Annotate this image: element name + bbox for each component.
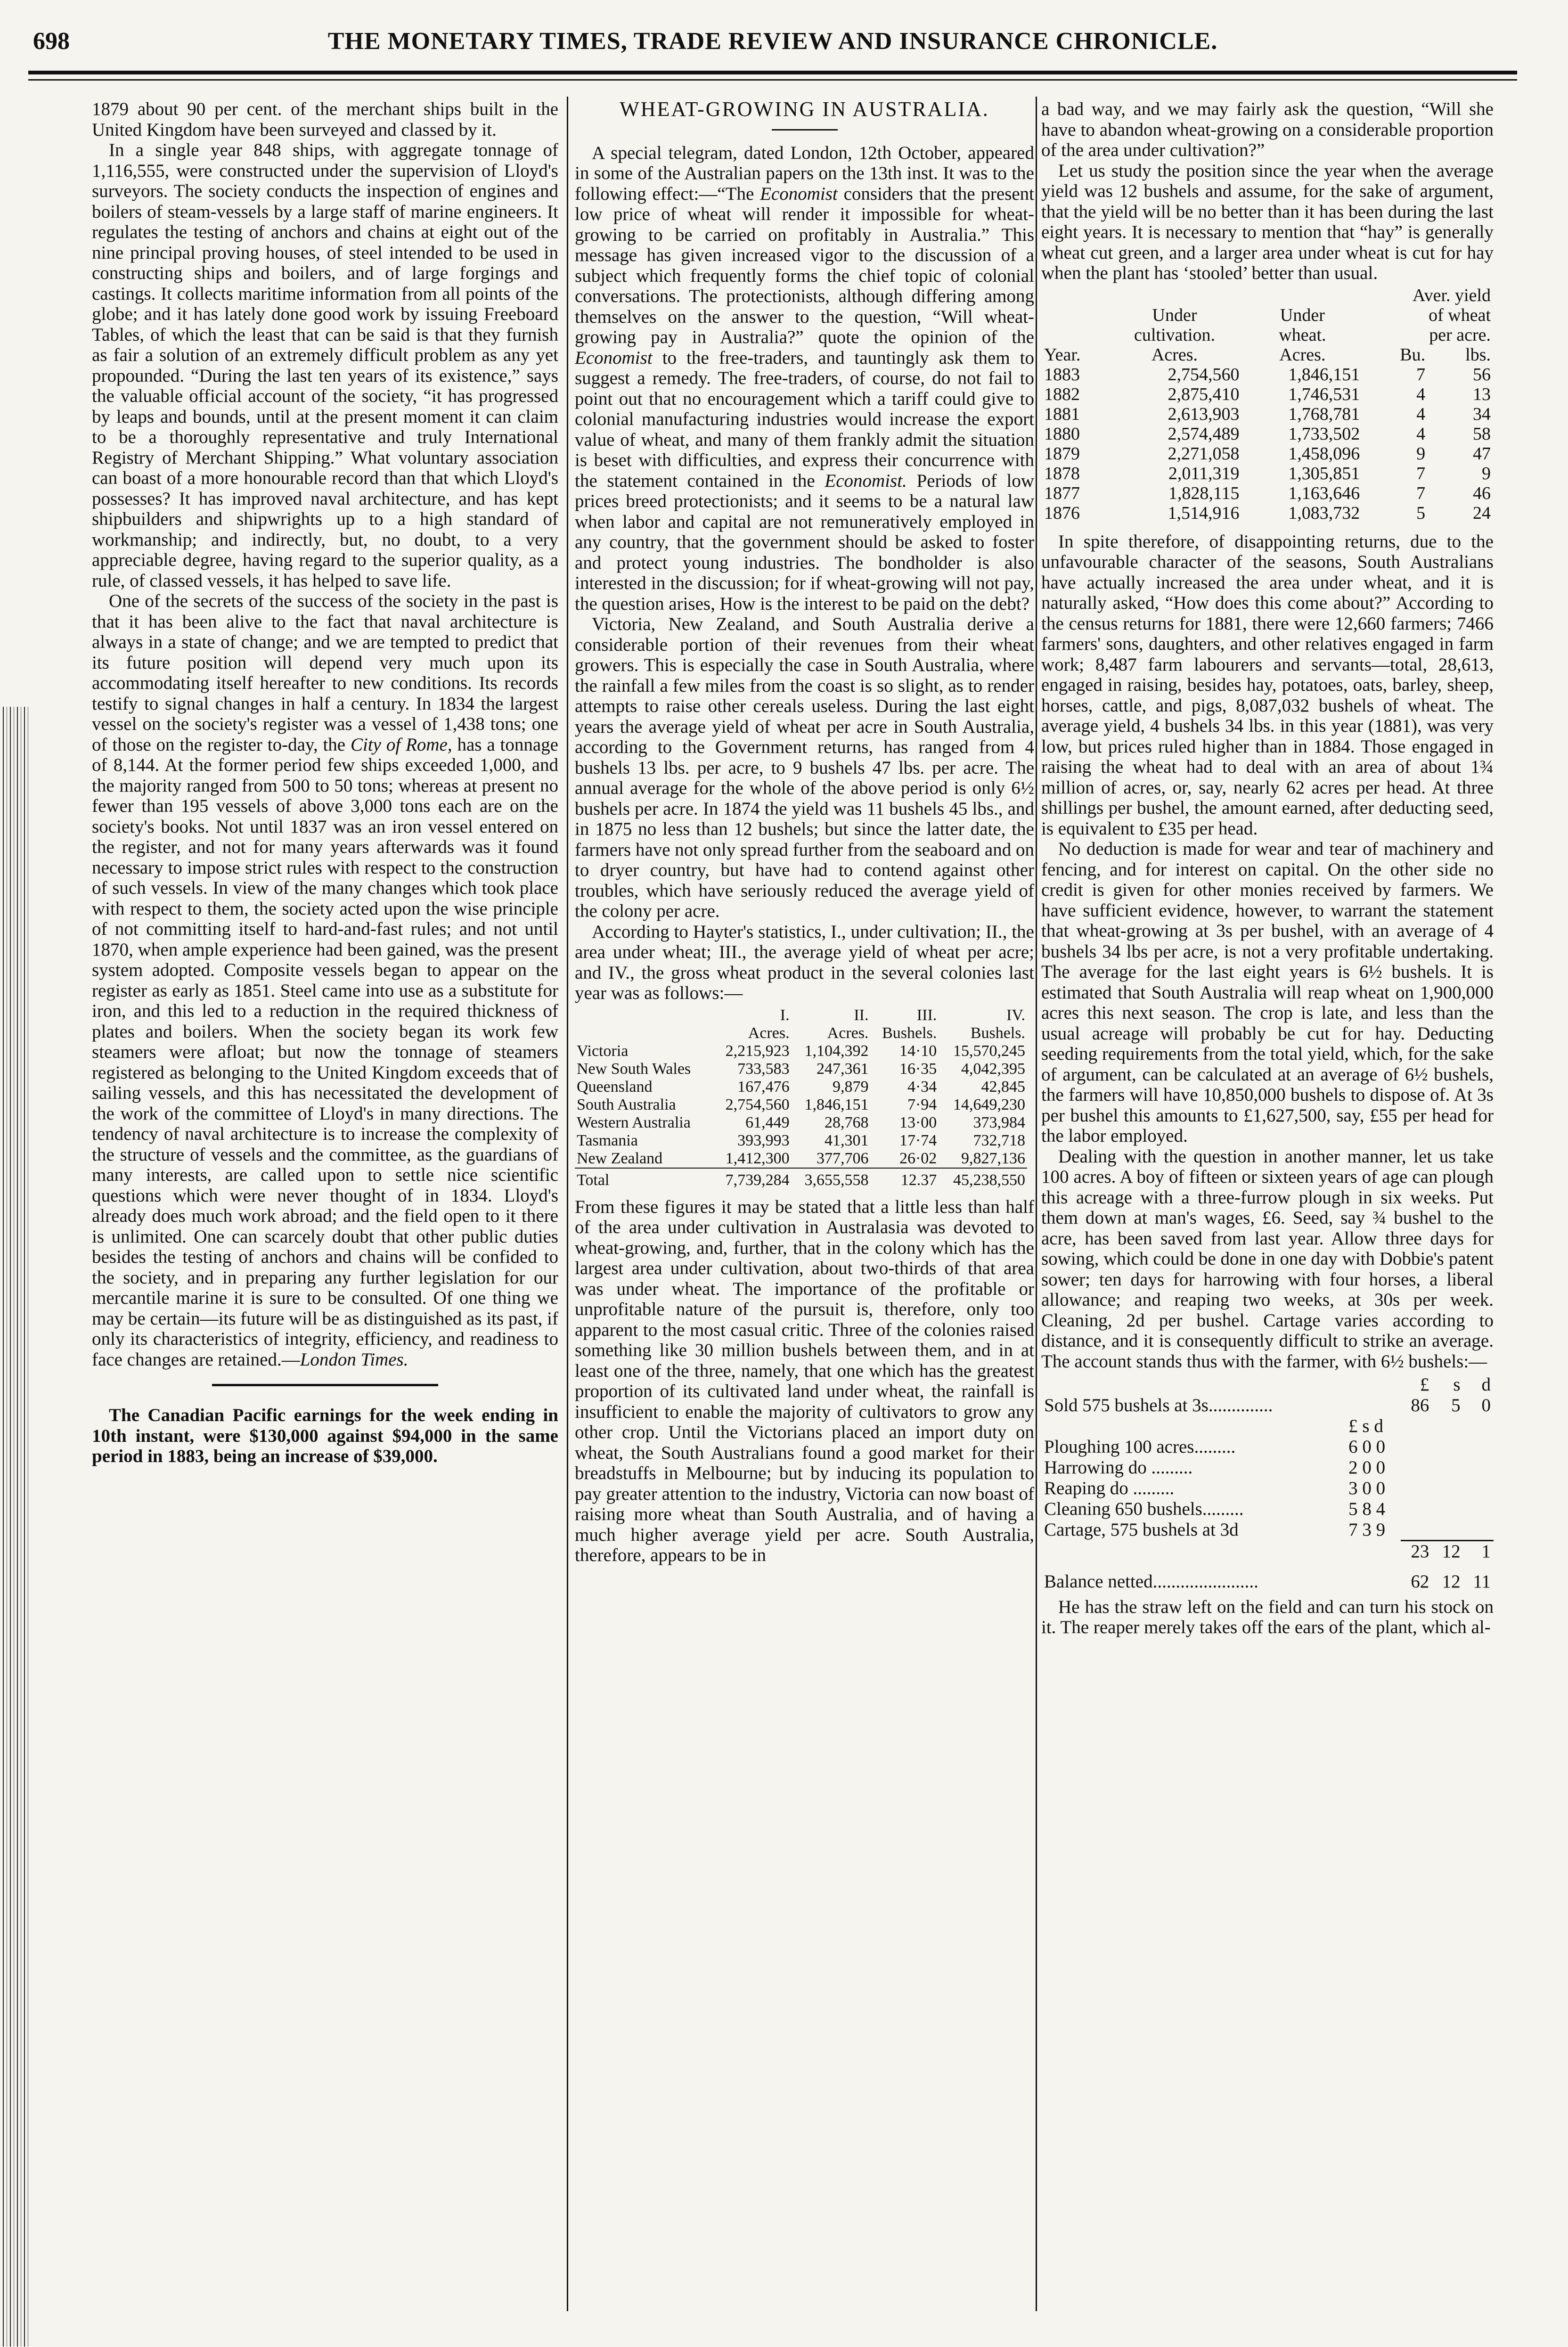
table-row xyxy=(575,1114,1027,1132)
article-divider xyxy=(212,1384,438,1386)
table-cell xyxy=(1346,1395,1401,1416)
table-cell: 13 xyxy=(1473,384,1491,404)
colony-name: New South Wales xyxy=(577,1060,691,1078)
paragraph: From these figures it may be stated that a little less than half of the area under cultivation in Australasia was devoted to wheat-growing, and, further, that in the colony which has the largest area under cultivation, about two-thirds of that area was under wheat. The importance of the profitable or unprofitable nature of the pursuit is, therefore, only too apparent to the most casual critic. Three of the colonies raised something like 30 million bushels between them, and in at least one of the three, namely, that one which has the greatest proportion of its cultivated land under wheat, the rainfall is insufficient to enable the majority of cultivators to grow any other crop. Until the Victorians placed an import duty on wheat, the South Australians found a good market for their breadstuffs in Melbourne; but by inducing its population to pay greater attention to the industry, Victoria can now boast of raising more wheat than South Australia, and of having a much higher average yield per acre. South Australia, therefore, appears to be in xyxy=(575,1196,1034,1565)
table-cell: 247,361 xyxy=(816,1060,869,1078)
table-cell xyxy=(1041,1374,1346,1395)
colony-name: South Australia xyxy=(577,1096,676,1113)
table-cell: 4,042,395 xyxy=(961,1060,1025,1078)
account-balance-row xyxy=(1041,1571,1494,1592)
table-cell: 2,011,319 xyxy=(1168,463,1240,483)
table-cell: 373,984 xyxy=(973,1113,1025,1131)
table-row xyxy=(1041,483,1494,503)
table-cell: 2,574,489 xyxy=(1168,424,1240,444)
table-cell xyxy=(1401,1457,1432,1478)
column-3 xyxy=(1041,99,1494,1638)
table-row xyxy=(575,1078,1027,1096)
headline-rule xyxy=(772,129,838,131)
south-australia-yield-table xyxy=(1041,286,1494,523)
table-cell xyxy=(1401,1520,1432,1540)
table-header-row xyxy=(1041,305,1494,325)
account-row xyxy=(1041,1437,1494,1457)
year-cell: 1879 xyxy=(1044,443,1080,464)
table-cell: 1,846,151 xyxy=(1288,364,1360,384)
table-cell: 9,879 xyxy=(832,1078,869,1096)
table-row xyxy=(575,1150,1027,1168)
table-cell: 61,449 xyxy=(745,1113,790,1131)
expense-value: 3 0 0 xyxy=(1348,1478,1386,1498)
table-cell: 58 xyxy=(1473,424,1491,444)
table-row xyxy=(575,1060,1027,1078)
table-header-cell: III. xyxy=(916,1006,937,1024)
shillings-header: s xyxy=(1453,1374,1461,1395)
account-label: Ploughing 100 acres......... xyxy=(1044,1437,1236,1457)
account-label: Harrowing do ......... xyxy=(1044,1457,1193,1478)
pence-header: d xyxy=(1481,1374,1491,1395)
paragraph: In a single year 848 ships, with aggregate tonnage of 1,116,555, were constructed under the supervision of Lloyd's surveyors. The society conducts the inspection of engines and boilers of steam-vessels by a large staff of marine engineers. It regulates the testing of anchors and chains at eight out of the nine principal proving houses, of steel intended to be used in constructing ships and boilers, and of large forgings and castings. It collects maritime information from all points of the globe; and it has lately done good work by issuing Freeboard Tables, of which the least that can be said is that they furnish as fair a solution of an extremely difficult problem as any yet propounded. “During the last ten years of its existence,” says the valuable official account of the society, “it has progressed by leaps and bounds, until at the present moment it can claim to be a thoroughly representative and truly International Registry of Merchant Shipping.” What voluntary association can boast of a more honourable record than that which Lloyd's possesses? It has improved naval architecture, and has kept shipbuilders and shipwrights up to a high standard of workmanship; and indirectly, but, no doubt, to a very appreciable degree, having regard to the superior quality, as a rule, of classed vessels, it has helped to save life. xyxy=(92,140,558,591)
table-cell: 26·02 xyxy=(899,1149,937,1167)
table-header-cell: Aver. yield xyxy=(1412,285,1491,305)
table-cell xyxy=(1041,1540,1346,1562)
table-cell: 2,271,058 xyxy=(1168,443,1240,464)
table-cell: 167,476 xyxy=(737,1078,790,1096)
table-cell: 13·00 xyxy=(899,1113,937,1131)
shillings-value: 12 xyxy=(1432,1540,1463,1562)
table-header-cell: lbs. xyxy=(1465,344,1491,365)
table-cell xyxy=(1401,1499,1432,1520)
expense-value: 7 3 9 xyxy=(1348,1520,1386,1540)
table-cell: 4 xyxy=(1416,384,1426,404)
pounds-value: 62 xyxy=(1411,1571,1429,1592)
table-cell xyxy=(1463,1478,1494,1499)
table-cell xyxy=(1346,1374,1401,1395)
colony-name: Queensland xyxy=(577,1078,653,1096)
shillings-value: 5 xyxy=(1451,1395,1461,1415)
text-run: Periods of low prices breed protectionists; and it seems to be a natural law when labor and capital are not remuneratively employed in any country, that the government should be asked to foster and protect young industries. The bondholder is also interested in the discussion; for if wheat-growing will not pay, the question arises, How is the interest to be paid on the debt? xyxy=(575,470,1035,614)
table-cell xyxy=(1463,1457,1494,1478)
table-cell: 732,718 xyxy=(973,1131,1025,1149)
table-row xyxy=(1041,503,1494,523)
table-cell: 3,655,558 xyxy=(792,1168,871,1189)
table-cell: 1,104,392 xyxy=(804,1042,869,1060)
page-title: THE MONETARY TIMES, TRADE REVIEW AND INSURANCE CHRONICLE. xyxy=(327,28,1218,55)
table-cell xyxy=(1463,1416,1494,1437)
table-cell xyxy=(1346,1540,1401,1562)
column-divider-1 xyxy=(567,97,568,2311)
table-cell: 733,583 xyxy=(737,1060,790,1078)
binding-edge xyxy=(0,707,28,2347)
table-cell xyxy=(1432,1520,1463,1540)
colonies-statistics-table xyxy=(575,1006,1027,1189)
year-cell: 1877 xyxy=(1044,483,1080,503)
table-cell: 7 xyxy=(1416,364,1426,384)
table-cell xyxy=(1401,1478,1432,1499)
table-header-cell: I. xyxy=(780,1006,790,1024)
table-cell: 1,514,916 xyxy=(1168,503,1240,523)
table-cell: 4·34 xyxy=(907,1078,937,1096)
year-cell: 1881 xyxy=(1044,404,1080,424)
table-cell xyxy=(1463,1520,1494,1540)
table-cell: 41,301 xyxy=(824,1131,869,1149)
colony-name: Victoria xyxy=(577,1042,629,1060)
year-cell: 1880 xyxy=(1044,424,1080,444)
table-cell: 12.37 xyxy=(870,1168,939,1189)
year-cell: 1882 xyxy=(1044,384,1080,404)
paragraph xyxy=(575,143,1034,614)
total-label: Total xyxy=(575,1168,712,1189)
table-row xyxy=(1041,464,1494,483)
shillings-value: 12 xyxy=(1442,1571,1461,1592)
paragraph: Dealing with the question in another manner, let us take 100 acres. A boy of fifteen or sixteen years of age can plough this acreage with a three-furrow plough in six weeks. Put them down at man's wages, £6. Seed, say ¾ bushel to the acre, has been saved from last year. Allow three days for sowing, which could be done in one day with Dobbie's patent sower; ten days for harrowing with four horses, a liberal allowance; and reaping two weeks, at 30s per week. Cleaning, 2d per bushel. Cartage varies according to distance, and it is consequently difficult to strike an average. The account stands thus with the farmer, with 6½ bushels:— xyxy=(1041,1146,1494,1372)
pence-value: 11 xyxy=(1473,1571,1491,1592)
table-cell: 47 xyxy=(1473,443,1491,464)
table-cell: 1,733,502 xyxy=(1288,424,1360,444)
table-header-cell xyxy=(1041,286,1107,305)
table-header-cell: Acres. xyxy=(1279,344,1326,365)
table-cell: 15,570,245 xyxy=(953,1042,1025,1060)
table-total-row xyxy=(575,1168,1027,1189)
table-cell: 7 xyxy=(1416,483,1426,503)
table-cell xyxy=(1401,1416,1432,1437)
paragraph: a bad way, and we may fairly ask the question, “Will she have to abandon wheat-growing on a considerable proportion of the area under cultivation?” xyxy=(1041,99,1494,160)
table-row xyxy=(575,1096,1027,1114)
account-row xyxy=(1041,1395,1494,1416)
account-label: Cartage, 575 bushels at 3d xyxy=(1044,1520,1239,1540)
table-header-cell: Bushels. xyxy=(970,1024,1025,1042)
table-header-cell: Bu. xyxy=(1400,344,1426,365)
table-header-cell: Acres. xyxy=(827,1024,869,1042)
table-cell: 1,458,096 xyxy=(1288,443,1360,464)
account-label: Balance netted....................... xyxy=(1044,1571,1258,1592)
table-cell: 7 xyxy=(1416,463,1426,483)
publication-name: Economist xyxy=(760,183,838,204)
source-credit: London Times. xyxy=(300,1349,408,1370)
account-row xyxy=(1041,1520,1494,1540)
text-run: has a tonnage of 8,144. At the former period few ships exceeded 1,000, and the majority ranged from 500 to 50 tons; whereas at present no fewer than 195 vessels of above 3,000 tons each are on the society's books. Not until 1837 was an iron vessel entered on the register, and not for many years afterwards was it found necessary to impose strict rules with respect to the construction of such vessels. In view of the many changes which took place with respect to them, the society acted upon the wise principle of not committing itself to hard-and-fast rules; and not until 1870, when ample experience had been gained, was the present system adopted. Composite vessels began to appear on the register as early as 1851. Steel came into use as a substitute for iron, and this led to a reduction in the required thickness of plates and boilers. When the society began its work few steamers were afloat; but now the tonnage of steamers registered as belonging to the United Kingdom exceeds that of sailing vessels, and this has necessitated the development of the work of the committee of Lloyd's in many directions. The tendency of naval architecture is to increase the complexity of the structure of vessels and the committee, as the guardians of many interests, are called upon to settle nice scientific questions which were never thought of in 1834. Lloyd's already does much work abroad; and the field open to it there is unlimited. One can scarcely doubt that other public duties besides the testing of anchors and chains will be confided to the society, and in preparing any further legislation for our mercantile marine it is sure to be consulted. Of one thing we may be certain—its future will be as distinguished as its past, if only its characteristics of integrity, efficiency, and readiness to face changes are retained.— xyxy=(92,734,558,1370)
paragraph xyxy=(92,591,558,1370)
news-brief: The Canadian Pacific earnings for the week ending in 10th instant, were $130,000 against $94,000 in the same period in 1883, being an increase of $39,000. xyxy=(92,1405,558,1466)
column-2 xyxy=(575,99,1034,1566)
table-cell: 14,649,230 xyxy=(953,1096,1025,1113)
account-spacer-row xyxy=(1041,1562,1494,1571)
table-cell: 4 xyxy=(1416,424,1426,444)
table-header-cell: Year. xyxy=(1044,344,1081,365)
table-header-cell: II. xyxy=(854,1006,869,1024)
paragraph: 1879 about 90 per cent. of the merchant ships built in the United Kingdom have been surveyed and classed by it. xyxy=(92,99,558,140)
paragraph: Victoria, New Zealand, and South Australia derive a considerable portion of their revenues from their wheat growers. This is especially the case in South Australia, where the rainfall a few miles from the coast is so slight, as to render attempts to raise other cereals useless. During the last eight years the average yield of wheat per acre in South Australia, according to the Government returns, has ranged from 4 bushels 13 lbs. per acre, to 9 bushels 47 lbs. per acre. The annual average for the whole of the above period is only 6½ bushels per acre. In 1874 the yield was 11 bushels 45 lbs., and in 1875 no less than 12 bushels; but since the latter date, the farmers have not only spread further from the seaboard and on to dryer country, but have had to contend against other troubles, which have seriously reduced the average yield of the colony per acre. xyxy=(575,614,1034,921)
table-cell: 1,846,151 xyxy=(804,1096,869,1113)
pounds-header: £ xyxy=(1420,1374,1429,1395)
table-cell: 16·35 xyxy=(899,1060,937,1078)
table-cell: 5 xyxy=(1416,503,1426,523)
table-cell: 393,993 xyxy=(737,1131,790,1149)
header-rule-thick xyxy=(28,71,1517,74)
table-header-cell: per acre. xyxy=(1429,325,1491,345)
colony-name: Western Australia xyxy=(577,1113,691,1131)
account-label: Sold 575 bushels at 3s.............. xyxy=(1044,1395,1273,1415)
table-header-row xyxy=(575,1006,1027,1024)
table-cell: 2,613,903 xyxy=(1168,404,1240,424)
table-row xyxy=(1041,404,1494,424)
table-cell: 1,828,115 xyxy=(1168,483,1240,503)
year-cell: 1878 xyxy=(1044,463,1080,483)
table-cell: 46 xyxy=(1473,483,1491,503)
paragraph: No deduction is made for wear and tear of machinery and fencing, and for interest on capital. On the other side no credit is given for other monies received by farmers. We have sufficient evidence, however, to warrant the statement that wheat-growing at 3s per bushel, with an average of 4 bushels 34 lbs per acre, is not a very profitable undertaking. The average for the last eight years is 6½ bushels. It is estimated that South Australia will reap wheat on 1,900,000 acres this next season. The crop is late, and less than the usual acreage will probably be cut for hay. Deducting seeding requirements from the total yield, which, for the sake of argument, can be calculated at an average of 6½ bushels, the farmers will have 10,850,000 bushels to dispose of. At 3s per bushel this amounts to £1,627,500, say, £55 per head for the labor employed. xyxy=(1041,839,1494,1146)
table-header-cell xyxy=(575,1006,712,1024)
table-header-cell: IV. xyxy=(1006,1006,1025,1024)
table-cell: 34 xyxy=(1473,404,1491,424)
publication-name: Economist. xyxy=(825,470,907,491)
table-header-cell xyxy=(1041,305,1107,325)
account-label: Cleaning 650 bushels......... xyxy=(1044,1499,1244,1519)
pence-value: 0 xyxy=(1481,1395,1491,1415)
column-divider-2 xyxy=(1036,97,1037,2311)
table-row xyxy=(575,1132,1027,1150)
table-cell: 4 xyxy=(1416,404,1426,424)
account-row xyxy=(1041,1499,1494,1520)
table-header-cell: cultivation. xyxy=(1134,325,1216,345)
table-cell xyxy=(1463,1499,1494,1520)
table-cell: 2,875,410 xyxy=(1168,384,1240,404)
year-cell: 1876 xyxy=(1044,503,1080,523)
year-cell: 1883 xyxy=(1044,364,1080,384)
pence-value: 1 xyxy=(1463,1540,1494,1562)
pounds-value: 23 xyxy=(1401,1540,1432,1562)
table-cell xyxy=(1346,1571,1401,1592)
expense-value: 5 8 4 xyxy=(1348,1499,1386,1519)
paragraph: In spite therefore, of disappointing returns, due to the unfavourable character of the seasons, South Australians have actually increased the area under wheat, and it is naturally asked, “How does this come about?” According to the census returns for 1881, there were 12,660 farmers; 7466 farmers' sons, daughters, and other relatives engaged in farm work; 8,487 farm labourers and servants—total, 28,613, engaged in raising, besides hay, potatoes, oats, barley, sheep, horses, cattle, and pigs, 8,087,032 bushels of wheat. The average yield, 4 bushels 34 lbs. in this year (1881), was very low, but prices ruled higher than in 1884. Those engaged in raising the wheat had to deal with an area of about 1¾ million of acres, or, say, nearly 62 acres per head. At three shillings per bushel, the amount earned, after deducting seed, is equivalent to £35 per head. xyxy=(1041,531,1494,839)
table-cell: 9,827,136 xyxy=(961,1149,1025,1167)
text-run: One of the secrets of the success of the society in the past is that it has been alive to the fact that naval architecture is always in a state of change; and we are tempted to predict that its future position will depend very much upon its accommodating itself hereafter to new conditions. Its records testify to signal changes in half a century. In 1834 the largest vessel on the society's register was a vessel of 1,438 tons; one of those on the register to-day, the xyxy=(92,591,558,755)
table-header-cell: Bushels. xyxy=(882,1024,937,1042)
table-cell xyxy=(1432,1499,1463,1520)
table-cell xyxy=(1432,1416,1463,1437)
table-row xyxy=(1041,444,1494,464)
publication-name: Economist xyxy=(575,347,653,368)
table-cell: 2,754,560 xyxy=(1168,364,1240,384)
table-cell xyxy=(1401,1437,1432,1457)
account-header-row xyxy=(1041,1416,1494,1437)
table-cell: 1,746,531 xyxy=(1288,384,1360,404)
page-number: 698 xyxy=(33,28,70,55)
ship-name: City of Rome, xyxy=(351,734,452,755)
table-cell: 45,238,550 xyxy=(939,1168,1027,1189)
account-label: Reaping do ......... xyxy=(1044,1478,1175,1498)
table-header-cell xyxy=(1242,286,1363,305)
table-cell: 1,083,732 xyxy=(1288,503,1360,523)
table-cell: 7·94 xyxy=(907,1096,937,1113)
expense-value: 6 0 0 xyxy=(1348,1437,1386,1457)
table-cell: 1,768,781 xyxy=(1288,404,1360,424)
article-headline: WHEAT-GROWING IN AUSTRALIA. xyxy=(620,98,989,121)
table-header-cell: Acres. xyxy=(748,1024,790,1042)
table-cell: 1,412,300 xyxy=(725,1149,790,1167)
table-cell xyxy=(1041,1562,1494,1571)
account-row xyxy=(1041,1457,1494,1478)
paragraph: He has the straw left on the field and can turn his stock on it. The reaper merely takes off the ears of the plant, which al- xyxy=(1041,1596,1494,1637)
table-units-row xyxy=(575,1024,1027,1042)
table-cell: 377,706 xyxy=(816,1149,869,1167)
table-row xyxy=(1041,424,1494,444)
table-cell xyxy=(1041,1416,1346,1437)
table-cell: 7,739,284 xyxy=(712,1168,792,1189)
table-cell: 17·74 xyxy=(899,1131,937,1149)
table-header-cell xyxy=(1041,325,1107,345)
table-cell: 56 xyxy=(1473,364,1491,384)
table-cell xyxy=(1432,1457,1463,1478)
table-row xyxy=(1041,365,1494,384)
table-header-cell xyxy=(1107,286,1242,305)
table-cell: 2,754,560 xyxy=(725,1096,790,1113)
farm-account-table xyxy=(1041,1374,1494,1592)
table-header-row xyxy=(1041,325,1494,345)
table-row xyxy=(1041,384,1494,404)
page-header xyxy=(28,19,1517,61)
table-cell: 28,768 xyxy=(824,1113,869,1131)
table-header-cell: of wheat xyxy=(1429,305,1491,325)
table-cell: 24 xyxy=(1473,503,1491,523)
table-cell: 2,215,923 xyxy=(725,1042,790,1060)
table-cell: 42,845 xyxy=(981,1078,1025,1096)
table-header-cell: Under xyxy=(1280,305,1325,325)
paragraph: According to Hayter's statistics, I., under cultivation; II., the area under wheat; III., the average yield of wheat per acre; and IV., the gross wheat product in the several colonies last year was as follows:— xyxy=(575,921,1034,1003)
text-run: A special telegram, dated London, 12th October, appeared in some of the Australian papers on the 13th inst. It was to the following effect:—“The xyxy=(575,142,1034,204)
table-cell: 14·10 xyxy=(899,1042,937,1060)
table-cell: 1,305,851 xyxy=(1288,463,1360,483)
text-run: considers that the present low price of wheat will render it impossible for wheat-growing to be carried on profitably in Australia.” This message has given increased vigor to the discussion of a subject which frequently forms the chief topic of colonial conversations. The protectionists, although differing among themselves on the answer to the question, “Will wheat-growing pay in Australia?” quote the opinion of the xyxy=(575,183,1035,347)
colony-name: New Zealand xyxy=(577,1149,663,1167)
table-header-cell: Under xyxy=(1152,305,1197,325)
expense-header: £ s d xyxy=(1348,1416,1383,1436)
table-row xyxy=(575,1042,1027,1060)
table-cell: 9 xyxy=(1416,443,1426,464)
table-header-cell xyxy=(575,1024,712,1042)
pounds-value: 86 xyxy=(1411,1395,1429,1415)
table-cell xyxy=(1432,1437,1463,1457)
table-header-cell: Acres. xyxy=(1151,344,1198,365)
table-cell xyxy=(1432,1478,1463,1499)
table-cell: 1,163,646 xyxy=(1288,483,1360,503)
text-run: to the free-traders, and tauntingly ask them to suggest a remedy. The free-traders, of course, do not fail to point out that no encouragement which a tariff could give to colonial manufacturing industries would increase the export value of wheat, and many of them frankly admit the situation is beset with difficulties, and express their concurrence with the statement contained in the xyxy=(575,347,1035,491)
table-header-row xyxy=(1041,286,1494,305)
colony-name: Tasmania xyxy=(577,1131,638,1149)
header-rule-thin xyxy=(28,79,1517,81)
table-cell xyxy=(1463,1437,1494,1457)
table-cell: 9 xyxy=(1482,463,1491,483)
account-header-row xyxy=(1041,1374,1494,1395)
expense-value: 2 0 0 xyxy=(1348,1457,1386,1478)
column-1 xyxy=(92,99,558,1467)
account-subtotal-row xyxy=(1041,1540,1494,1562)
table-header-cell: wheat. xyxy=(1279,325,1326,345)
account-row xyxy=(1041,1478,1494,1499)
paragraph: Let us study the position since the year when the average yield was 12 bushels and assume, for the sake of argument, that the yield will be no better than it has been during the last eight years. It is necessary to mention that “hay” is generally wheat cut green, and a larger area under wheat is cut for hay when the plant has ‘stooled’ better than usual. xyxy=(1041,160,1494,283)
table-header-row xyxy=(1041,345,1494,365)
